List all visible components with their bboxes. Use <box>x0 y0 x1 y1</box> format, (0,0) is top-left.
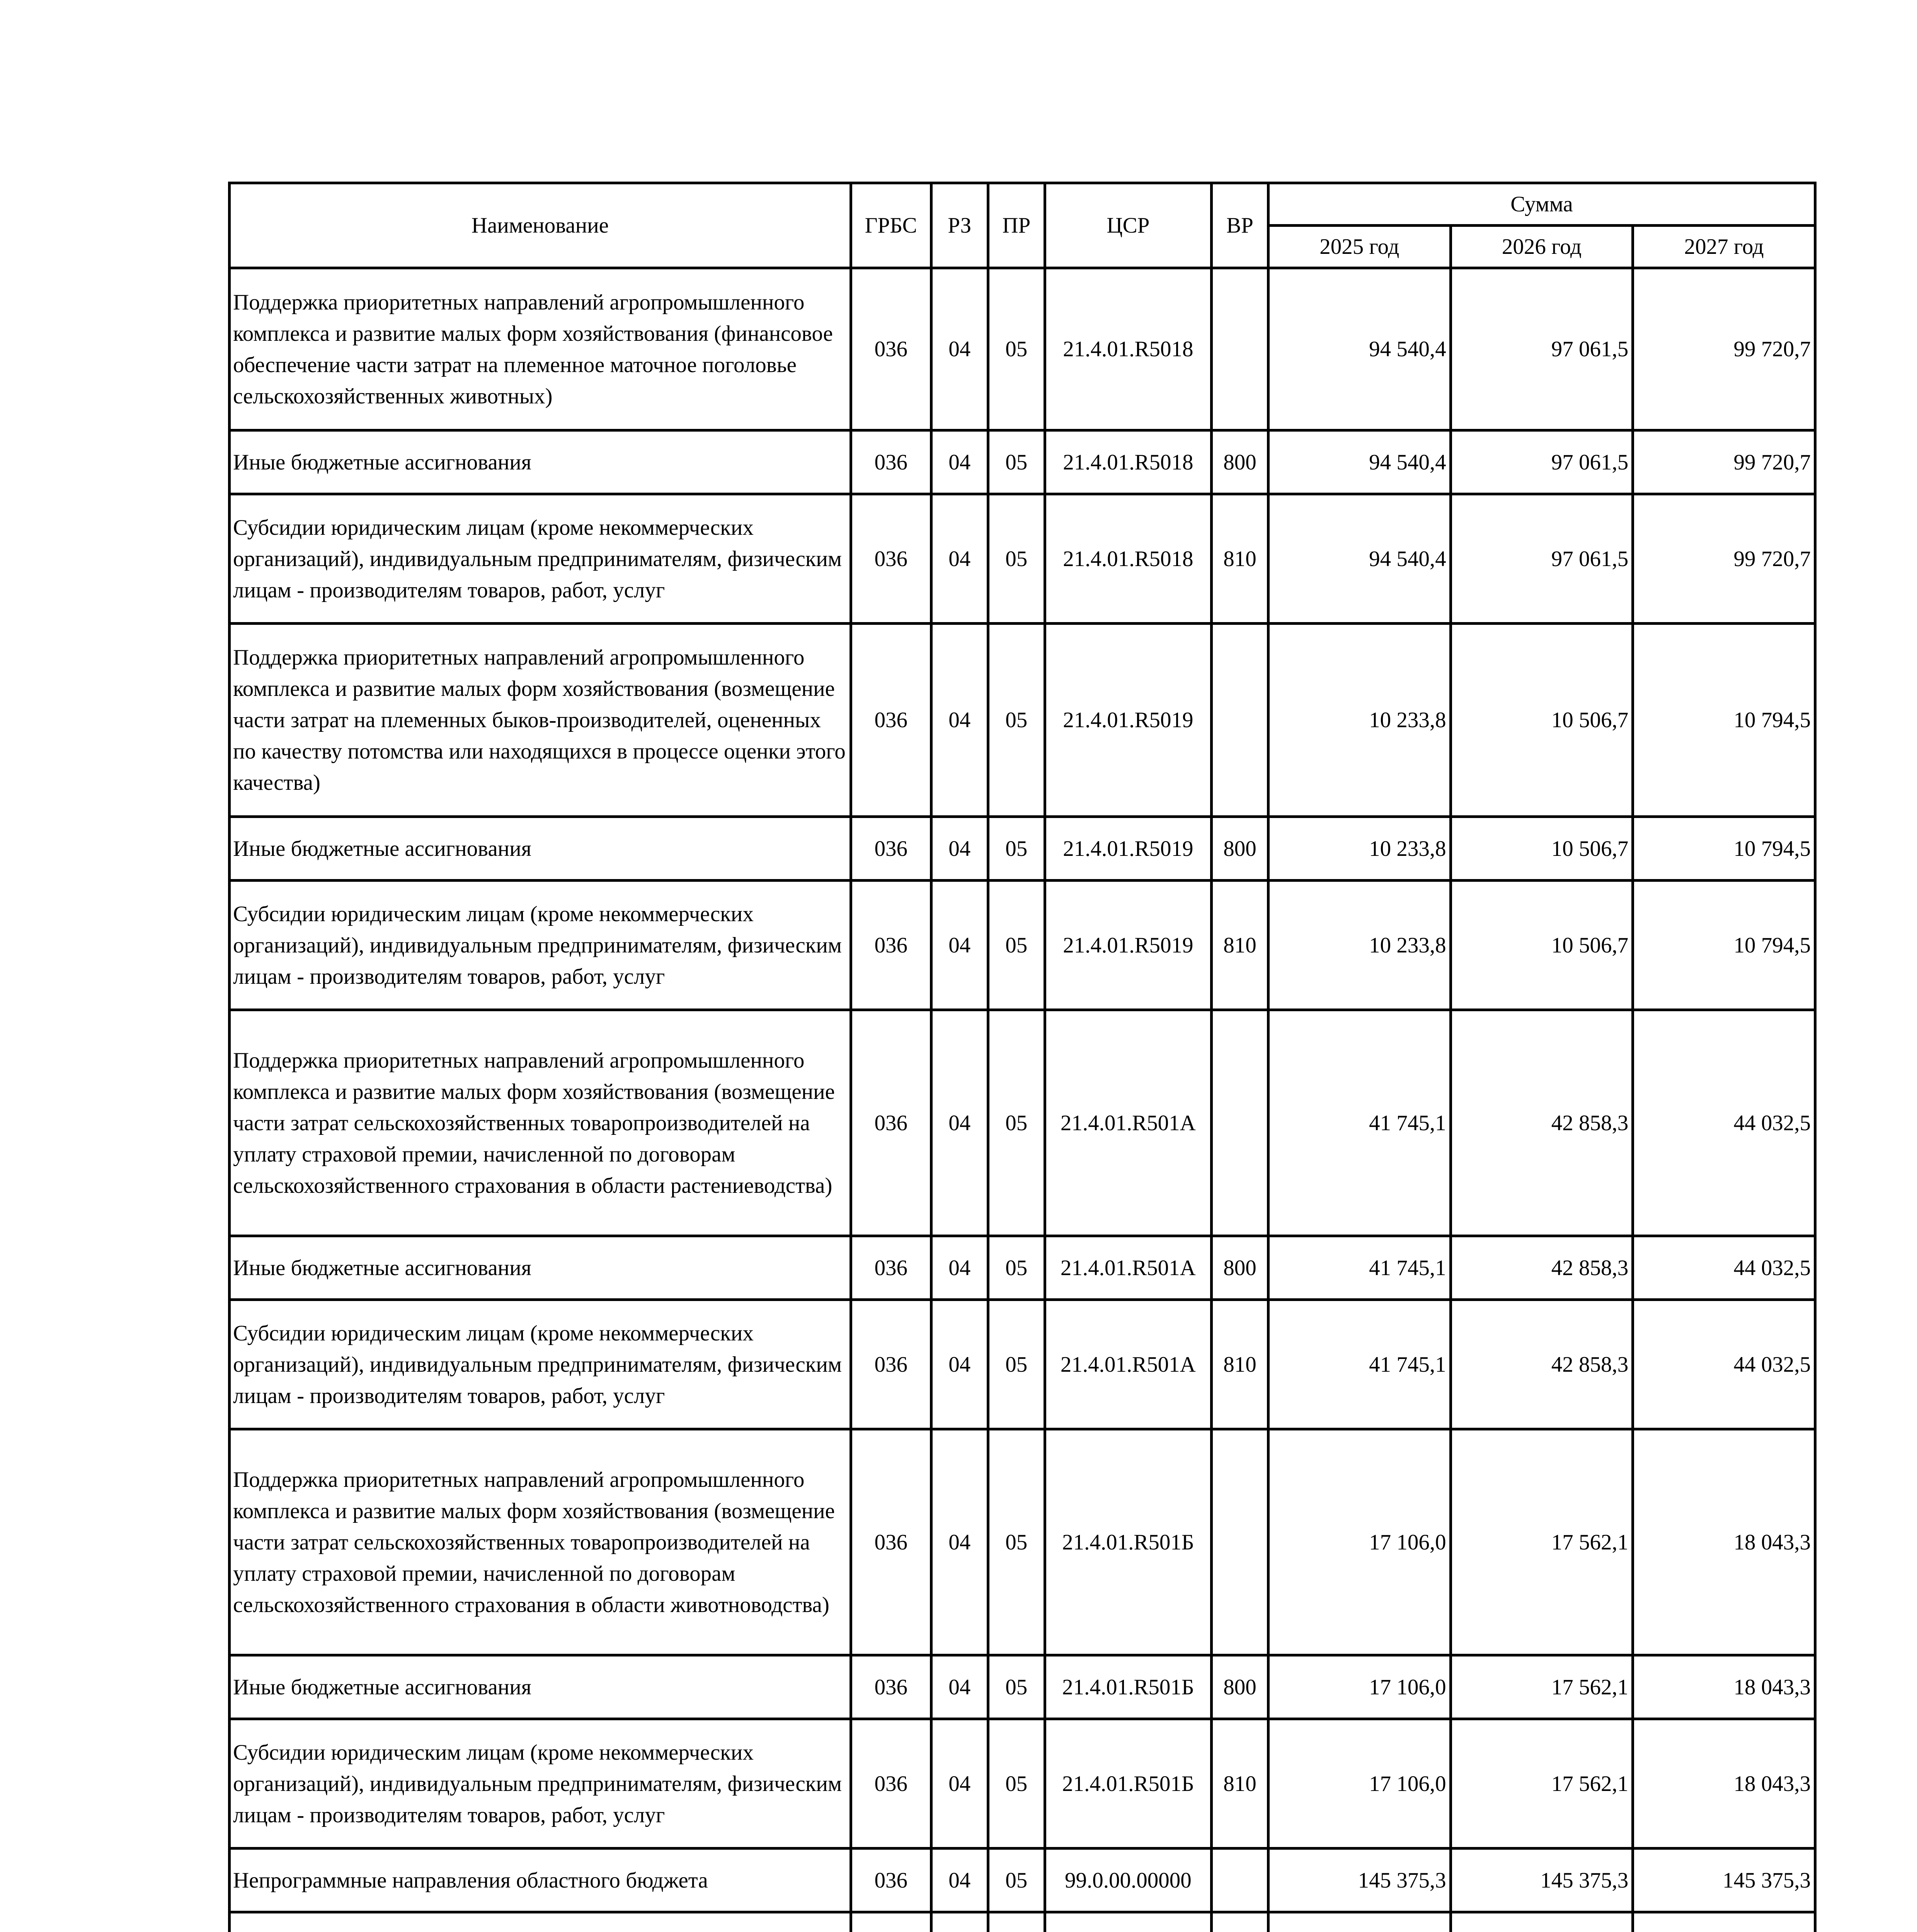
cell-amount-2025 <box>1268 1912 1451 1932</box>
cell-amount-2026: 97 061,5 <box>1451 430 1633 494</box>
cell-rz: 04 <box>931 430 988 494</box>
cell-grbs: 036 <box>851 268 931 430</box>
cell-vr <box>1211 1010 1268 1236</box>
cell-pr <box>988 1912 1045 1932</box>
cell-amount-2027: 18 043,3 <box>1633 1429 1815 1655</box>
cell-name <box>230 1912 851 1932</box>
cell-rz: 04 <box>931 624 988 817</box>
cell-amount-2026: 42 858,3 <box>1451 1010 1633 1236</box>
cell-grbs: 036 <box>851 1429 931 1655</box>
table-row <box>230 1719 1815 1849</box>
cell-amount-2026: 17 562,1 <box>1451 1655 1633 1719</box>
cell-vr <box>1211 1912 1268 1932</box>
cell-name: Поддержка приоритетных направлений агропромышленного комплекса и развитие малых форм хозяйствования (возмещение части затрат сельскохозяйственных товаропроизводителей на уплату страховой премии, начисленной по договорам сельскохозяйственного страхования в области животноводства) <box>230 1429 851 1655</box>
cell-amount-2025: 41 745,1 <box>1268 1236 1451 1300</box>
cell-pr: 05 <box>988 624 1045 817</box>
cell-name: Субсидии юридическим лицам (кроме некоммерческих организаций), индивидуальным предпринимателям, физическим лицам - производителям товаров, работ, услуг <box>230 494 851 624</box>
cell-amount-2026: 17 562,1 <box>1451 1719 1633 1849</box>
cell-vr: 810 <box>1211 494 1268 624</box>
cell-name: Поддержка приоритетных направлений агропромышленного комплекса и развитие малых форм хозяйствования (возмещение части затрат на племенных быков-производителей, оцененных по качеству потомства или находящихся в процессе оценки этого качества) <box>230 624 851 817</box>
cell-amount-2025: 94 540,4 <box>1268 494 1451 624</box>
cell-name: Непрограммные направления областного бюджета <box>230 1849 851 1912</box>
cell-name: Субсидии юридическим лицам (кроме некоммерческих организаций), индивидуальным предпринимателям, физическим лицам - производителям товаров, работ, услуг <box>230 1719 851 1849</box>
cell-amount-2025: 17 106,0 <box>1268 1719 1451 1849</box>
cell-rz: 04 <box>931 1236 988 1300</box>
cell-amount-2025: 10 233,8 <box>1268 881 1451 1010</box>
cell-amount-2026: 97 061,5 <box>1451 268 1633 430</box>
table-row <box>230 1429 1815 1655</box>
table-body <box>230 268 1815 1932</box>
cell-vr: 800 <box>1211 1236 1268 1300</box>
header-csr: ЦСР <box>1045 183 1211 268</box>
cell-grbs: 036 <box>851 624 931 817</box>
cell-grbs: 036 <box>851 1236 931 1300</box>
cell-grbs: 036 <box>851 1010 931 1236</box>
cell-amount-2025: 17 106,0 <box>1268 1429 1451 1655</box>
cell-csr: 21.4.01.R501Б <box>1045 1719 1211 1849</box>
cell-name: Субсидии юридическим лицам (кроме некоммерческих организаций), индивидуальным предпринимателям, физическим лицам - производителям товаров, работ, услуг <box>230 1300 851 1429</box>
cell-rz <box>931 1912 988 1932</box>
table-row <box>230 817 1815 881</box>
cell-amount-2026: 10 506,7 <box>1451 817 1633 881</box>
cell-csr: 21.4.01.R5019 <box>1045 881 1211 1010</box>
cell-amount-2026: 42 858,3 <box>1451 1300 1633 1429</box>
cell-amount-2025: 10 233,8 <box>1268 624 1451 817</box>
cell-grbs: 036 <box>851 494 931 624</box>
cell-rz: 04 <box>931 1300 988 1429</box>
cell-amount-2025: 10 233,8 <box>1268 817 1451 881</box>
cell-amount-2025: 94 540,4 <box>1268 430 1451 494</box>
cell-vr <box>1211 1849 1268 1912</box>
cell-csr: 21.4.01.R5019 <box>1045 817 1211 881</box>
cell-amount-2026: 145 375,3 <box>1451 1849 1633 1912</box>
cell-pr: 05 <box>988 1300 1045 1429</box>
cell-pr: 05 <box>988 268 1045 430</box>
table-row <box>230 268 1815 430</box>
cell-amount-2026: 10 506,7 <box>1451 624 1633 817</box>
cell-amount-2027: 10 794,5 <box>1633 881 1815 1010</box>
table-row <box>230 1010 1815 1236</box>
cell-amount-2027: 99 720,7 <box>1633 268 1815 430</box>
header-sum: Сумма <box>1268 183 1815 226</box>
cell-csr: 21.4.01.R5018 <box>1045 268 1211 430</box>
table-row <box>230 494 1815 624</box>
cell-grbs: 036 <box>851 817 931 881</box>
cell-amount-2026: 42 858,3 <box>1451 1236 1633 1300</box>
header-rz: РЗ <box>931 183 988 268</box>
header-grbs: ГРБС <box>851 183 931 268</box>
cell-csr: 21.4.01.R501Б <box>1045 1655 1211 1719</box>
cell-name: Поддержка приоритетных направлений агропромышленного комплекса и развитие малых форм хозяйствования (возмещение части затрат сельскохозяйственных товаропроизводителей на уплату страховой премии, начисленной по договорам сельскохозяйственного страхования в области растениеводства) <box>230 1010 851 1236</box>
cell-csr: 21.4.01.R5018 <box>1045 430 1211 494</box>
table-row <box>230 624 1815 817</box>
cell-vr: 800 <box>1211 1655 1268 1719</box>
table-row <box>230 1236 1815 1300</box>
cell-amount-2027: 18 043,3 <box>1633 1719 1815 1849</box>
table-row <box>230 881 1815 1010</box>
cell-rz: 04 <box>931 1655 988 1719</box>
cell-rz: 04 <box>931 881 988 1010</box>
cell-vr: 810 <box>1211 1719 1268 1849</box>
cell-amount-2027: 18 043,3 <box>1633 1655 1815 1719</box>
cell-amount-2025: 145 375,3 <box>1268 1849 1451 1912</box>
cell-pr: 05 <box>988 1849 1045 1912</box>
cell-pr: 05 <box>988 430 1045 494</box>
cell-vr: 810 <box>1211 881 1268 1010</box>
cell-vr <box>1211 268 1268 430</box>
cell-amount-2025: 41 745,1 <box>1268 1010 1451 1236</box>
cell-csr: 21.4.01.R5019 <box>1045 624 1211 817</box>
cell-grbs <box>851 1912 931 1932</box>
cell-csr: 21.4.01.R501А <box>1045 1236 1211 1300</box>
cell-amount-2027: 44 032,5 <box>1633 1300 1815 1429</box>
cell-grbs: 036 <box>851 1719 931 1849</box>
cell-vr <box>1211 624 1268 817</box>
cell-csr: 21.4.01.R501А <box>1045 1300 1211 1429</box>
cell-name: Иные бюджетные ассигнования <box>230 817 851 881</box>
table-row <box>230 1300 1815 1429</box>
cell-rz: 04 <box>931 1849 988 1912</box>
cell-vr <box>1211 1429 1268 1655</box>
header-vr: ВР <box>1211 183 1268 268</box>
cell-amount-2027: 145 375,3 <box>1633 1849 1815 1912</box>
cell-name: Субсидии юридическим лицам (кроме некоммерческих организаций), индивидуальным предпринимателям, физическим лицам - производителям товаров, работ, услуг <box>230 881 851 1010</box>
cell-rz: 04 <box>931 1719 988 1849</box>
cell-pr: 05 <box>988 817 1045 881</box>
cell-grbs: 036 <box>851 1849 931 1912</box>
cell-amount-2025: 17 106,0 <box>1268 1655 1451 1719</box>
cell-grbs: 036 <box>851 881 931 1010</box>
cell-pr: 05 <box>988 1719 1045 1849</box>
header-year-2026: 2026 год <box>1451 226 1633 268</box>
cell-amount-2027: 99 720,7 <box>1633 494 1815 624</box>
cell-csr: 21.4.01.R501Б <box>1045 1429 1211 1655</box>
cell-amount-2026: 17 562,1 <box>1451 1429 1633 1655</box>
cell-pr: 05 <box>988 1429 1045 1655</box>
cell-amount-2025: 41 745,1 <box>1268 1300 1451 1429</box>
cell-name: Иные бюджетные ассигнования <box>230 430 851 494</box>
cell-amount-2027: 10 794,5 <box>1633 817 1815 881</box>
table-row <box>230 1655 1815 1719</box>
cell-amount-2027: 44 032,5 <box>1633 1236 1815 1300</box>
cell-name: Иные бюджетные ассигнования <box>230 1655 851 1719</box>
cell-amount-2026: 97 061,5 <box>1451 494 1633 624</box>
cell-rz: 04 <box>931 1429 988 1655</box>
cell-rz: 04 <box>931 268 988 430</box>
cell-vr: 800 <box>1211 817 1268 881</box>
cell-amount-2027 <box>1633 1912 1815 1932</box>
table-row <box>230 1912 1815 1932</box>
table-row <box>230 1849 1815 1912</box>
budget-table <box>228 182 1817 1932</box>
cell-amount-2027: 99 720,7 <box>1633 430 1815 494</box>
cell-amount-2027: 10 794,5 <box>1633 624 1815 817</box>
cell-amount-2026 <box>1451 1912 1633 1932</box>
cell-pr: 05 <box>988 494 1045 624</box>
cell-csr: 99.0.00.00000 <box>1045 1849 1211 1912</box>
cell-pr: 05 <box>988 1236 1045 1300</box>
cell-amount-2027: 44 032,5 <box>1633 1010 1815 1236</box>
cell-csr <box>1045 1912 1211 1932</box>
cell-rz: 04 <box>931 817 988 881</box>
cell-amount-2025: 94 540,4 <box>1268 268 1451 430</box>
table-row <box>230 430 1815 494</box>
cell-pr: 05 <box>988 881 1045 1010</box>
header-name: Наименование <box>230 183 851 268</box>
cell-pr: 05 <box>988 1010 1045 1236</box>
cell-rz: 04 <box>931 494 988 624</box>
cell-rz: 04 <box>931 1010 988 1236</box>
cell-name: Иные бюджетные ассигнования <box>230 1236 851 1300</box>
cell-pr: 05 <box>988 1655 1045 1719</box>
header-year-2025: 2025 год <box>1268 226 1451 268</box>
cell-name: Поддержка приоритетных направлений агропромышленного комплекса и развитие малых форм хозяйствования (финансовое обеспечение части затрат на племенное маточное поголовье сельскохозяйственных животных) <box>230 268 851 430</box>
cell-grbs: 036 <box>851 1300 931 1429</box>
header-year-2027: 2027 год <box>1633 226 1815 268</box>
cell-vr: 800 <box>1211 430 1268 494</box>
cell-csr: 21.4.01.R5018 <box>1045 494 1211 624</box>
cell-csr: 21.4.01.R501А <box>1045 1010 1211 1236</box>
cell-amount-2026: 10 506,7 <box>1451 881 1633 1010</box>
header-pr: ПР <box>988 183 1045 268</box>
cell-grbs: 036 <box>851 430 931 494</box>
cell-grbs: 036 <box>851 1655 931 1719</box>
cell-vr: 810 <box>1211 1300 1268 1429</box>
